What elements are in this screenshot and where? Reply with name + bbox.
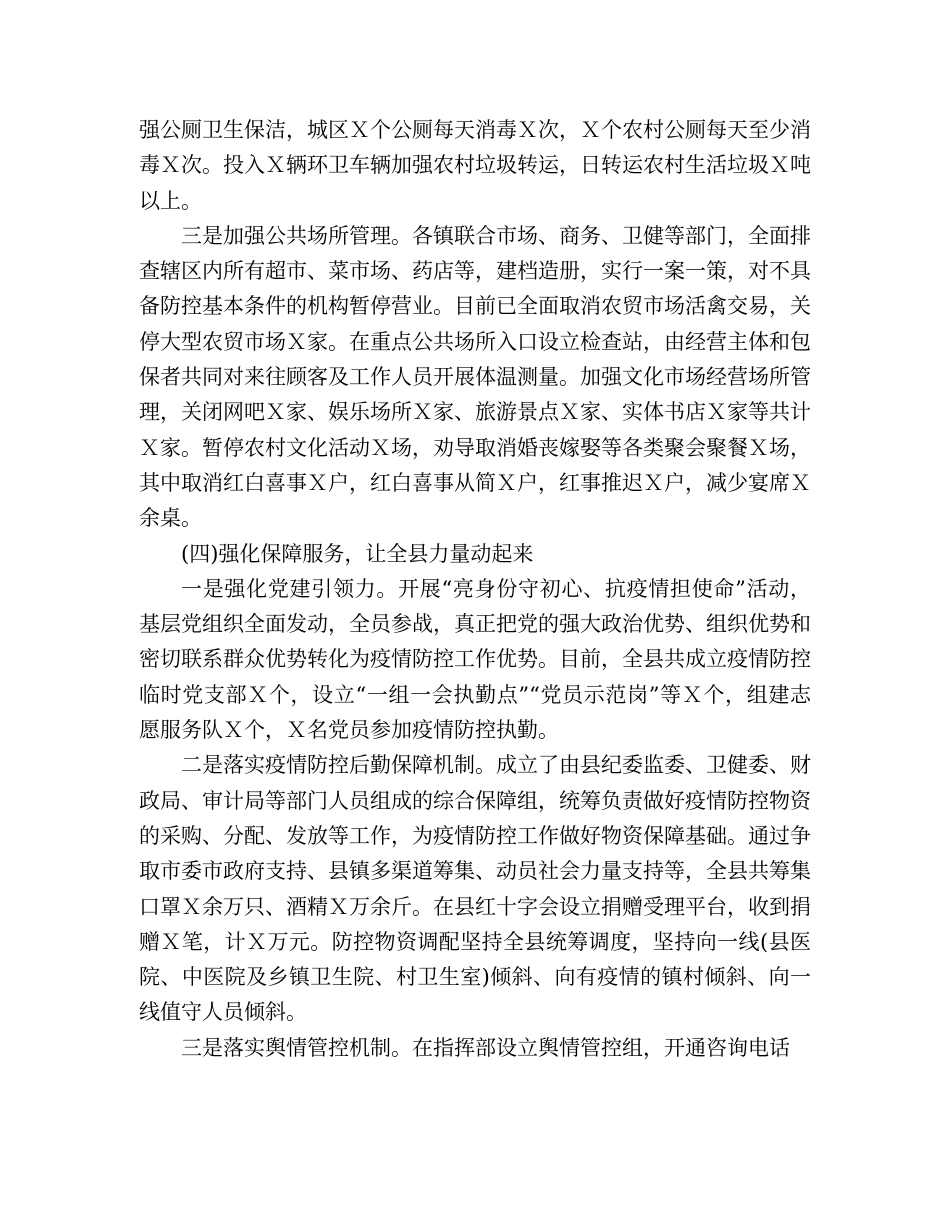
paragraph-public-places: 三是加强公共场所管理。各镇联合市场、商务、卫健等部门，全面排查辖区内所有超市、菜市场、药店等，建档造册，实行一案一策，对不具备防控基本条件的机构暂停营业。目前已全面取消农贸市场活禽交易，关停大型农贸市场Ｘ家。在重点公共场所入口设立检查站，由经营主体和包保者共同对来往顾客及工作人员开展体温测量。加强文化市场经营场所管理，关闭网吧Ｘ家、娱乐场所Ｘ家、旅游景点Ｘ家、实体书店Ｘ家等共计Ｘ家。暂停农村文化活动Ｘ场，劝导取消婚丧嫁娶等各类聚会聚餐Ｘ场，其中取消红白喜事Ｘ户，红白喜事从简Ｘ户，红事推迟Ｘ户，减少宴席Ｘ余桌。 <box>139 223 811 531</box>
section-heading: (四)强化保障服务，让全县力量动起来 <box>181 541 534 566</box>
paragraph-public-opinion: 三是落实舆情管控机制。在指挥部设立舆情管控组，开通咨询电话 <box>181 1035 790 1060</box>
paragraph-logistics: 二是落实疫情防控后勤保障机制。成立了由县纪委监委、卫健委、财政局、审计局等部门人员组成的综合保障组，统筹负责做好疫情防控物资的采购、分配、发放等工作，为疫情防控工作做好物资保障基础。通过争取市委市政府支持、县镇多渠道筹集、动员社会力量支持等，全县共筹集口罩Ｘ余万只、酒精Ｘ万余斤。在县红十字会设立捐赠受理平台，收到捐赠Ｘ笔，计Ｘ万元。防控物资调配坚持全县统筹调度，坚持向一线(县医院、中医院及乡镇卫生院、村卫生室)倾斜、向有疫情的镇村倾斜、向一线值守人员倾斜。 <box>139 753 811 1025</box>
document-page <box>139 113 811 1066</box>
paragraph-party-leadership: 一是强化党建引领力。开展“亮身份守初心、抗疫情担使命”活动，基层党组织全面发动，全员参战，真正把党的强大政治优势、组织优势和密切联系群众优势转化为疫情防控工作优势。目前，全县共成立疫情防控临时党支部Ｘ个，设立“一组一会执勤点”“党员示范岗”等Ｘ个，组建志愿服务队Ｘ个，Ｘ名党员参加疫情防控执勤。 <box>139 576 811 743</box>
paragraph-continuation: 强公厕卫生保洁，城区Ｘ个公厕每天消毒Ｘ次，Ｘ个农村公厕每天至少消毒Ｘ次。投入Ｘ辆环卫车辆加强农村垃圾转运，日转运农村生活垃圾Ｘ吨以上。 <box>139 118 811 213</box>
